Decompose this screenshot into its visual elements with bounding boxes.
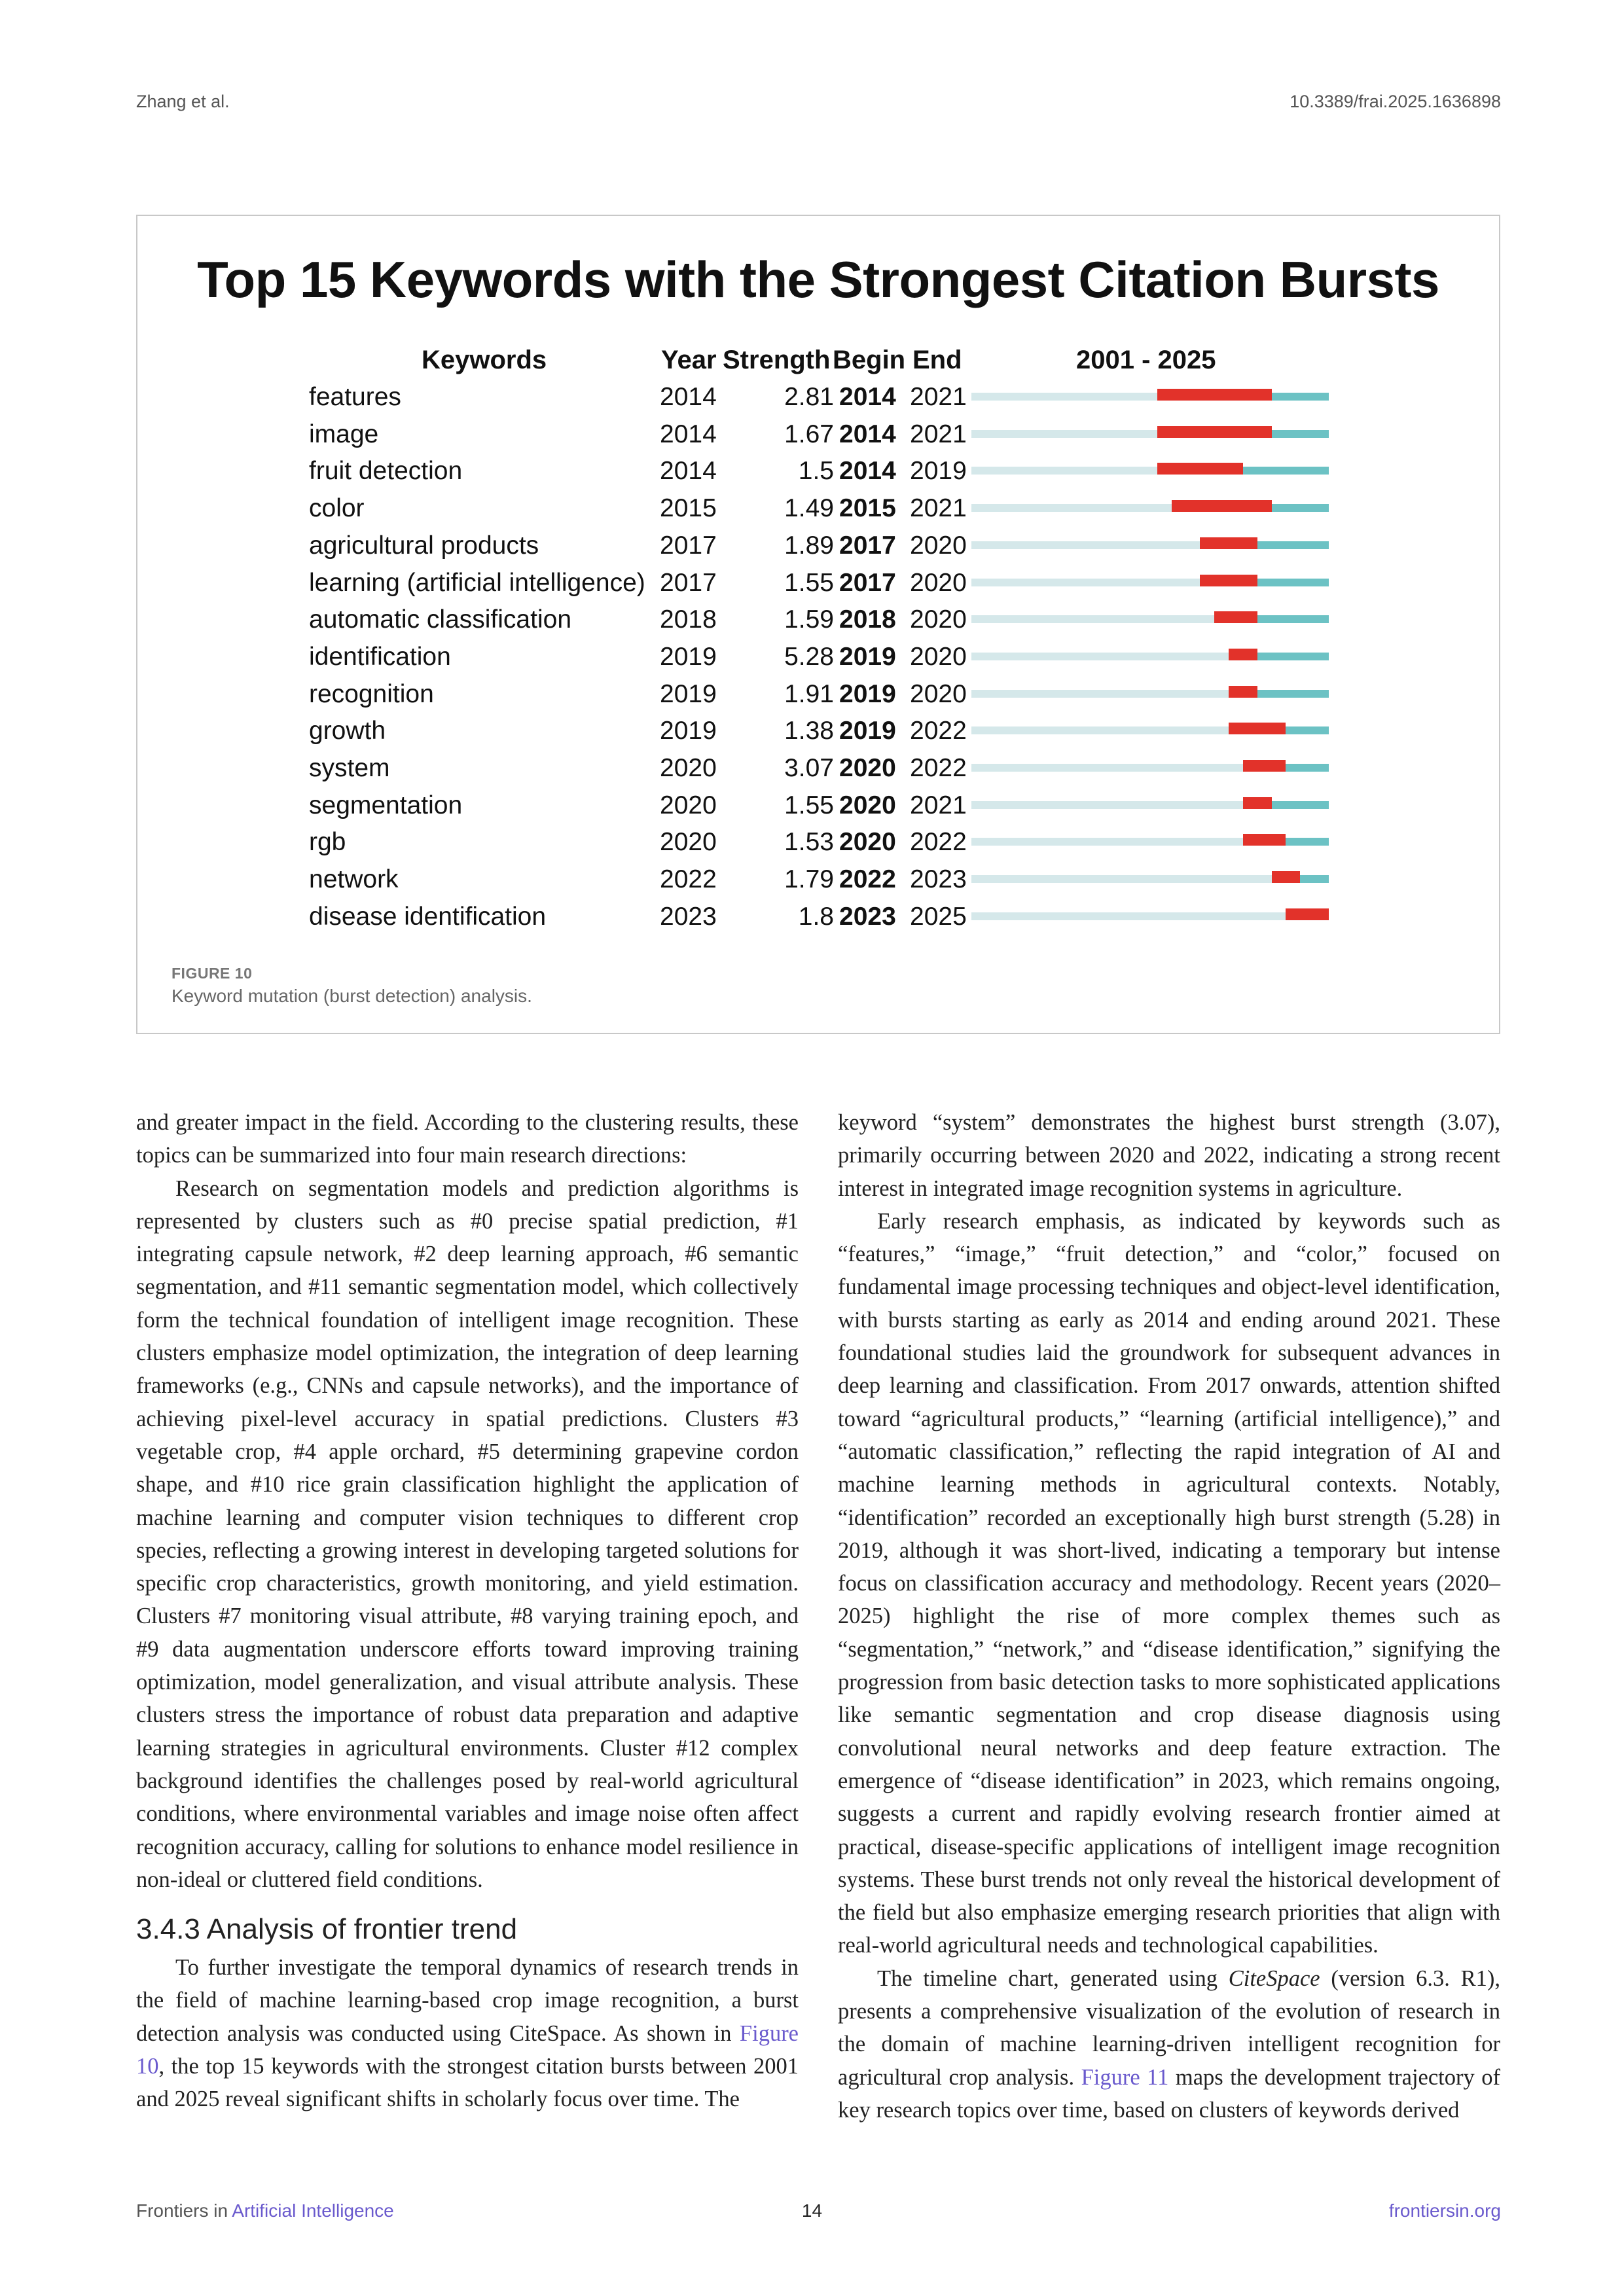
journal-prefix: Frontiers in xyxy=(136,2200,232,2221)
running-header-doi: 10.3389/frai.2025.1636898 xyxy=(1290,92,1501,111)
timeline-bar xyxy=(971,416,1329,453)
begin-cell: 2017 xyxy=(839,531,896,560)
burst-row xyxy=(137,823,1499,861)
timeline-bar xyxy=(971,601,1329,638)
inactive-period-bar xyxy=(971,467,1157,475)
burst-row xyxy=(137,601,1499,638)
end-cell: 2022 xyxy=(910,717,967,745)
section-heading: 3.4.3 Analysis of frontier trend xyxy=(136,1913,518,1946)
paragraph-text: (version 6.3. R1), presents a comprehensive visualization of the evolution of research in the domain of machine learning-driven intelligent recognition for agricultural crop analysis. xyxy=(838,1965,1500,2090)
paragraph-text: The timeline chart, generated using xyxy=(877,1965,1229,1991)
strength-cell: 3.07 xyxy=(784,754,834,782)
year-cell: 2020 xyxy=(660,828,717,857)
keyword-cell: identification xyxy=(309,642,451,671)
timeline-bar xyxy=(971,823,1329,861)
strength-cell: 1.55 xyxy=(784,791,834,819)
burst-row xyxy=(137,378,1499,416)
keyword-cell: features xyxy=(309,383,401,411)
paragraph: keyword “system” demonstrates the highest burst strength (3.07), primarily occurring between 2020 and 2022, indicating a strong recent interest in integrated image recognition systems in agriculture. xyxy=(838,1110,1500,1201)
burst-period-bar xyxy=(1272,871,1301,883)
year-cell: 2014 xyxy=(660,457,717,486)
timeline-bar xyxy=(971,564,1329,601)
begin-cell: 2022 xyxy=(839,865,896,894)
burst-period-bar xyxy=(1200,537,1257,549)
keyword-cell: rgb xyxy=(309,828,346,857)
keyword-cell: agricultural products xyxy=(309,531,539,560)
keyword-cell: segmentation xyxy=(309,791,463,819)
strength-cell: 1.55 xyxy=(784,568,834,597)
begin-cell: 2019 xyxy=(839,642,896,671)
year-cell: 2019 xyxy=(660,679,717,708)
burst-row xyxy=(137,712,1499,749)
begin-cell: 2019 xyxy=(839,679,896,708)
year-cell: 2023 xyxy=(660,902,717,931)
strength-cell: 1.38 xyxy=(784,717,834,745)
inactive-period-bar xyxy=(971,912,1286,920)
strength-cell: 1.79 xyxy=(784,865,834,894)
running-header-authors: Zhang et al. xyxy=(136,92,230,111)
year-cell: 2020 xyxy=(660,754,717,782)
strength-cell: 1.49 xyxy=(784,494,834,523)
begin-cell: 2020 xyxy=(839,791,896,819)
figure-10 xyxy=(136,215,1500,1034)
left-text-column xyxy=(136,1106,799,2116)
paragraph-text: , the top 15 keywords with the strongest citation bursts between 2001 and 2025 reveal significant shifts in scholarly focus over time. The xyxy=(136,2054,799,2112)
keyword-cell: network xyxy=(309,865,399,894)
column-header-keywords: Keywords xyxy=(422,346,547,374)
begin-cell: 2018 xyxy=(839,605,896,634)
begin-cell: 2023 xyxy=(839,902,896,931)
strength-cell: 1.5 xyxy=(798,457,834,486)
inactive-period-bar xyxy=(971,764,1243,772)
column-header-end: End xyxy=(912,346,962,374)
inactive-period-bar xyxy=(971,393,1157,401)
paragraph: Research on segmentation models and prediction algorithms is represented by clusters such as #0 precise spatial prediction, #1 integrating capsule network, #2 deep learning approach, #6 semantic segmentation, and #11 semantic segmentation model, which collectively form the technical foundation of intelligent image recognition. These clusters emphasize model optimization, the integration of deep learning frameworks (e.g., CNNs and capsule networks), and the importance of achieving pixel-level accuracy in spatial predictions. Clusters #3 vegetable crop, #4 apple orchard, #5 determining grapevine cordon shape, and #10 rice grain classification highlight the application of machine learning and computer vision techniques to different crop species, reflecting a growing interest in developing targeted solutions for specific crop characteristics, growth monitoring, and yield estimation. Clusters #7 monitoring visual attribute, #8 varying training epoch, and #9 data augmentation underscore efforts toward improving training optimization, model generalization, and visual attribute analysis. These clusters stress the importance of robust data preparation and adaptive learning strategies in agricultural environments. Cluster #12 complex background identifies the challenges posed by real-world agricultural conditions, where environmental variables and image noise often affect recognition accuracy, calling for solutions to enhance model resilience in non-ideal or cluttered field conditions. xyxy=(136,1175,799,1892)
timeline-bar xyxy=(971,527,1329,564)
begin-cell: 2020 xyxy=(839,754,896,782)
timeline-bar xyxy=(971,378,1329,416)
figure-caption: Keyword mutation (burst detection) analysis. xyxy=(171,986,532,1006)
timeline-bar xyxy=(971,898,1329,935)
end-cell: 2022 xyxy=(910,828,967,857)
inactive-period-bar xyxy=(971,430,1157,438)
begin-cell: 2017 xyxy=(839,568,896,597)
year-cell: 2017 xyxy=(660,531,717,560)
keyword-cell: automatic classification xyxy=(309,605,572,634)
burst-row xyxy=(137,787,1499,824)
burst-period-bar xyxy=(1243,834,1286,846)
timeline-bar xyxy=(971,638,1329,675)
inactive-period-bar xyxy=(971,690,1229,698)
right-text-column xyxy=(838,1106,1500,2126)
burst-row xyxy=(137,675,1499,713)
chart-title: Top 15 Keywords with the Strongest Citation Bursts xyxy=(197,251,1439,308)
inactive-period-bar xyxy=(971,875,1272,883)
strength-cell: 1.8 xyxy=(798,902,834,931)
inactive-period-bar xyxy=(971,838,1243,846)
timeline-bar xyxy=(971,712,1329,749)
end-cell: 2021 xyxy=(910,383,967,411)
inactive-period-bar xyxy=(971,615,1214,623)
begin-cell: 2015 xyxy=(839,494,896,523)
strength-cell: 1.59 xyxy=(784,605,834,634)
end-cell: 2021 xyxy=(910,420,967,448)
column-header-year: Year xyxy=(661,346,717,374)
burst-period-bar xyxy=(1286,908,1329,920)
burst-row xyxy=(137,749,1499,787)
burst-row xyxy=(137,416,1499,453)
burst-row xyxy=(137,638,1499,675)
keyword-cell: learning (artificial intelligence) xyxy=(309,568,645,597)
journal-name-link[interactable]: Artificial Intelligence xyxy=(232,2200,394,2221)
strength-cell: 1.67 xyxy=(784,420,834,448)
burst-period-bar xyxy=(1172,500,1272,512)
timeline-bar xyxy=(971,490,1329,527)
timeline-bar xyxy=(971,452,1329,490)
burst-period-bar xyxy=(1157,389,1272,401)
keyword-cell: image xyxy=(309,420,379,448)
end-cell: 2020 xyxy=(910,642,967,671)
inactive-period-bar xyxy=(971,504,1172,512)
burst-period-bar xyxy=(1229,686,1257,698)
strength-cell: 1.89 xyxy=(784,531,834,560)
column-header-range: 2001 - 2025 xyxy=(1076,346,1216,374)
column-header-strength: Strength xyxy=(723,346,831,374)
figure-10-link[interactable]: Figure 10 xyxy=(136,2020,799,2079)
burst-period-bar xyxy=(1229,723,1286,734)
begin-cell: 2014 xyxy=(839,383,896,411)
paragraph xyxy=(838,1962,1500,2126)
inactive-period-bar xyxy=(971,726,1229,734)
strength-cell: 1.91 xyxy=(784,679,834,708)
figure-label: FIGURE 10 xyxy=(171,965,253,982)
burst-row xyxy=(137,452,1499,490)
burst-period-bar xyxy=(1200,575,1257,586)
year-cell: 2019 xyxy=(660,717,717,745)
burst-period-bar xyxy=(1214,611,1257,623)
burst-period-bar xyxy=(1157,463,1243,475)
keyword-cell: color xyxy=(309,494,365,523)
inactive-period-bar xyxy=(971,801,1243,809)
end-cell: 2020 xyxy=(910,605,967,634)
keyword-cell: recognition xyxy=(309,679,434,708)
timeline-bar xyxy=(971,675,1329,713)
inactive-period-bar xyxy=(971,541,1200,549)
page-number: 14 xyxy=(801,2200,823,2221)
strength-cell: 2.81 xyxy=(784,383,834,411)
year-cell: 2020 xyxy=(660,791,717,819)
paragraph: and greater impact in the field. According to the clustering results, these topics can be summarized into four main research directions: xyxy=(136,1110,799,1168)
end-cell: 2020 xyxy=(910,679,967,708)
begin-cell: 2014 xyxy=(839,457,896,486)
paragraph: Early research emphasis, as indicated by keywords such as “features,” “image,” “fruit detection,” and “color,” focused on fundamental image processing techniques and object-level identification, with bursts starting as early as 2014 and ending around 2021. These foundational studies laid the groundwork for subsequent advances in deep learning and classification. From 2017 onwards, attention shifted toward “agricultural products,” “learning (artificial intelligence),” and “automatic classification,” reflecting the rapid integration of AI and machine learning methods in agricultural contexts. Notably, “identification” recorded an exceptionally high burst strength (5.28) in 2019, although it was short-lived, indicating a temporary but intense focus on classification accuracy and methodology. Recent years (2020–2025) highlight the rise of more complex themes such as “segmentation,” “network,” and “disease identification,” signifying the progression from basic detection tasks to more sophisticated applications like semantic segmentation and crop disease diagnosis using convolutional neural networks and deep feature extraction. The emergence of “disease identification” in 2023, which remains ongoing, suggests a current and rapidly evolving research frontier aimed at practical, disease-specific applications of intelligent image recognition systems. These burst trends not only reveal the historical development of the field but also emphasize emerging research priorities that align with real-world agricultural needs and technological capabilities. xyxy=(838,1208,1500,1958)
year-cell: 2015 xyxy=(660,494,717,523)
burst-period-bar xyxy=(1157,426,1272,438)
year-cell: 2014 xyxy=(660,420,717,448)
keyword-cell: growth xyxy=(309,717,386,745)
end-cell: 2023 xyxy=(910,865,967,894)
burst-period-bar xyxy=(1243,797,1272,809)
year-cell: 2014 xyxy=(660,383,717,411)
burst-row xyxy=(137,861,1499,898)
year-cell: 2022 xyxy=(660,865,717,894)
paragraph xyxy=(136,1951,799,2115)
figure-11-link[interactable]: Figure 11 xyxy=(1081,2064,1169,2090)
inactive-period-bar xyxy=(971,579,1200,586)
paragraph-text: To further investigate the temporal dynamics of research trends in the field of machine learning-based crop image recognition, a burst detection analysis was conducted using CiteSpace. As shown in xyxy=(136,1955,799,2046)
end-cell: 2025 xyxy=(910,902,967,931)
burst-row xyxy=(137,527,1499,564)
begin-cell: 2019 xyxy=(839,717,896,745)
column-header-begin: Begin xyxy=(833,346,906,374)
end-cell: 2019 xyxy=(910,457,967,486)
end-cell: 2022 xyxy=(910,754,967,782)
burst-period-bar xyxy=(1229,649,1257,660)
paragraph-text: maps the development trajectory of key research topics over time, based on clusters of keywords derived xyxy=(838,2064,1500,2123)
end-cell: 2021 xyxy=(910,791,967,819)
keyword-cell: disease identification xyxy=(309,902,547,931)
end-cell: 2021 xyxy=(910,494,967,523)
keyword-cell: fruit detection xyxy=(309,457,463,486)
end-cell: 2020 xyxy=(910,568,967,597)
keyword-cell: system xyxy=(309,754,390,782)
year-cell: 2018 xyxy=(660,605,717,634)
strength-cell: 1.53 xyxy=(784,828,834,857)
burst-period-bar xyxy=(1243,760,1286,772)
timeline-bar xyxy=(971,749,1329,787)
timeline-bar xyxy=(971,787,1329,824)
burst-row xyxy=(137,490,1499,527)
burst-row xyxy=(137,564,1499,601)
site-link[interactable]: frontiersin.org xyxy=(1388,2200,1501,2221)
year-cell: 2019 xyxy=(660,642,717,671)
burst-row xyxy=(137,898,1499,935)
year-cell: 2017 xyxy=(660,568,717,597)
end-cell: 2020 xyxy=(910,531,967,560)
software-name: CiteSpace xyxy=(1228,1965,1320,1991)
timeline-bar xyxy=(971,861,1329,898)
inactive-period-bar xyxy=(971,653,1229,660)
begin-cell: 2014 xyxy=(839,420,896,448)
begin-cell: 2020 xyxy=(839,828,896,857)
strength-cell: 5.28 xyxy=(784,642,834,671)
